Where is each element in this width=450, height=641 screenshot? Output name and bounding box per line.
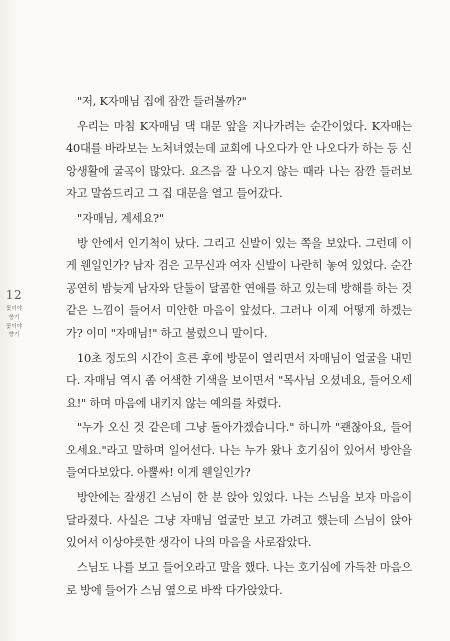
paragraph: "자매님, 계세요?"	[77, 212, 164, 226]
running-title-line: 꽃이야	[6, 306, 22, 312]
body-text	[66, 91, 412, 604]
paragraph: 방 안에서 인기척이 났다. 그리고 신발이 있는 쪽을 보았다. 그런데 이게 웬일인가? 남자 검은 고무신과 여자 신발이 나란히 놓여 있었다. 순간 공연히 밤늦게 남자와 단둘이 달콤한 연애를 하고 있는데 방해를 하는 것 같은 느낌이 들어서 미안한 마음이 앞섰다. 그러나 이제 어떻게 하겠는가? 이미 "자매님!" 하고 불렀으니 말이다.	[66, 236, 412, 340]
paragraph: 스님도 나를 보고 들어오라고 말을 했다. 나는 호기심에 가득찬 마음으로 방에 들어가 스님 옆으로 바싹 다가앉았다.	[66, 561, 412, 597]
running-title-line: 꽃이야	[6, 323, 22, 330]
paragraph: 10초 정도의 시간이 흐른 후에 방문이 열리면서 자매님이 얼굴을 내민다. 자매님 역시 좀 어색한 기색을 보이면서 "목사님 오셨네요, 들어오세요!" 하며 마음에 내키지 않는 예의를 차렸다.	[66, 351, 412, 410]
paragraph: "저, K자매님 집에 잠깐 들러볼까?"	[77, 95, 247, 108]
paragraph: 방안에는 잘생긴 스님이 한 분 앉아 있었다. 나는 스님을 보자 마음이 달라졌다. 사실은 그냥 자매님 얼굴만 보고 가려고 했는데 스님이 앉아 있어서 이상야릇한 생각이 나의 마음을 사로잡았다.	[66, 491, 412, 550]
paragraph: 우리는 마침 K자매님 댁 대문 앞을 지나가려는 순간이었다. K자매는 40대를 바라보는 노처녀였는데 교회에 나오다가 안 나오다가 하는 등 신앙생활에 굴곡이 많았다. 요즈음 잘 나오지 않는 때라 나는 잠깐 들러보자고 말씀드리고 그 집 대문을 열고 들어갔다.	[66, 119, 412, 201]
running-title-line: 향기	[8, 332, 20, 339]
page-number: 12	[5, 288, 23, 302]
page-margin-note	[3, 288, 25, 340]
running-title-line: 향기	[8, 314, 20, 321]
paragraph: "누가 오신 것 같은데 그냥 돌아가겠습니다." 하니까 "괜찮아요, 들어오세요."라고 말하며 일어선다. 나는 누가 왔나 호기심이 있어서 방안을 들여다보았다. 아뿔싸! 이게 웬일인가?	[66, 421, 412, 480]
